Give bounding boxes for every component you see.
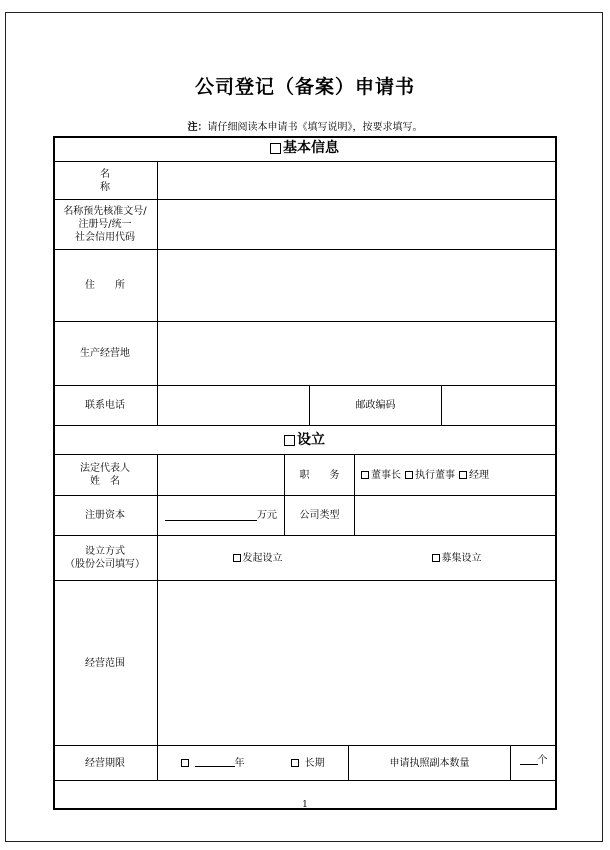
label-company-type bbox=[285, 496, 355, 536]
checkbox-icon[interactable] bbox=[233, 554, 241, 562]
option-label: 董事长 bbox=[371, 469, 401, 481]
checkbox-icon[interactable] bbox=[459, 471, 467, 479]
field-registered-capital[interactable] bbox=[158, 496, 285, 536]
section-title-basic-info: 基本信息 bbox=[283, 140, 339, 156]
application-form bbox=[53, 136, 557, 811]
label-text: 邮政编码 bbox=[355, 400, 396, 411]
label-line: 设立方式 bbox=[85, 546, 125, 557]
checkbox-icon[interactable] bbox=[361, 471, 369, 479]
label-address bbox=[53, 250, 158, 322]
field-name-approval[interactable] bbox=[158, 200, 557, 250]
label-line: 注册号/统一 bbox=[78, 219, 132, 230]
label-text: 生产经营地 bbox=[80, 348, 130, 359]
copies-unit: 个 bbox=[537, 755, 548, 766]
option-offering[interactable] bbox=[432, 552, 482, 565]
option-fixed-term[interactable] bbox=[181, 756, 244, 770]
field-business-scope[interactable] bbox=[158, 581, 557, 746]
label-text: 经营期限 bbox=[85, 757, 125, 769]
option-executive-director[interactable] bbox=[405, 469, 455, 482]
label-text: 公司类型 bbox=[299, 510, 340, 521]
field-phone[interactable] bbox=[158, 386, 310, 426]
capital-unit: 万元 bbox=[257, 510, 277, 521]
label-establishment-method bbox=[53, 536, 158, 581]
section-header-establishment bbox=[53, 426, 557, 455]
option-label: 发起设立 bbox=[242, 552, 283, 564]
page-number: 1 bbox=[302, 800, 308, 810]
label-line: （股份公司填写） bbox=[65, 559, 145, 570]
document-title: 公司登记（备案）申请书 bbox=[194, 76, 415, 98]
establishment-method-options bbox=[158, 536, 557, 581]
checkbox-icon[interactable] bbox=[284, 435, 295, 446]
field-company-type[interactable] bbox=[355, 496, 557, 536]
label-position bbox=[285, 455, 355, 496]
label-license-copies bbox=[349, 746, 511, 781]
label-line: 社会信用代码 bbox=[75, 232, 135, 243]
label-line: 姓 名 bbox=[90, 476, 120, 487]
label-business-scope bbox=[53, 581, 158, 746]
label-phone bbox=[53, 386, 158, 426]
label-text: 申请执照副本数量 bbox=[389, 757, 470, 769]
option-long-term[interactable] bbox=[291, 757, 324, 770]
field-company-name[interactable] bbox=[158, 162, 557, 200]
field-production-site[interactable] bbox=[158, 322, 557, 386]
option-label: 经理 bbox=[469, 469, 489, 481]
label-name-approval bbox=[53, 200, 158, 250]
field-postal-code[interactable] bbox=[442, 386, 557, 426]
note-text: 请仔细阅读本申请书《填写说明》，按要求填写。 bbox=[207, 122, 423, 133]
checkbox-icon[interactable] bbox=[291, 759, 299, 767]
label-text: 经营范围 bbox=[85, 657, 125, 669]
position-options bbox=[355, 455, 557, 496]
option-manager[interactable] bbox=[459, 469, 489, 482]
label-registered-capital bbox=[53, 496, 158, 536]
label-company-name bbox=[53, 162, 184, 200]
note-prefix: 注： bbox=[187, 122, 208, 133]
label-line: 法定代表人 bbox=[80, 463, 130, 474]
checkbox-icon[interactable] bbox=[405, 471, 413, 479]
checkbox-icon[interactable] bbox=[181, 759, 189, 767]
label-legal-rep bbox=[53, 455, 158, 496]
label-line: 名称预先核准文号/ bbox=[63, 206, 147, 217]
instruction-note bbox=[0, 118, 610, 133]
business-term-options bbox=[158, 746, 349, 781]
field-address[interactable] bbox=[158, 250, 557, 322]
copies-input-line[interactable] bbox=[520, 754, 538, 765]
capital-input-line[interactable] bbox=[165, 510, 257, 521]
label-production-site bbox=[53, 322, 158, 386]
label-text: 注册资本 bbox=[85, 510, 125, 521]
label-text: 住 所 bbox=[85, 280, 125, 291]
option-label: 长期 bbox=[304, 757, 325, 769]
checkbox-icon[interactable] bbox=[432, 554, 440, 562]
label-text: 联系电话 bbox=[85, 400, 125, 411]
option-label: 执行董事 bbox=[415, 469, 455, 481]
label-postal-code bbox=[310, 386, 442, 426]
term-year-unit: 年 bbox=[234, 758, 245, 769]
term-years-input-line[interactable] bbox=[195, 756, 235, 767]
label-text: 职 务 bbox=[299, 469, 340, 481]
section-header-basic-info bbox=[53, 136, 557, 162]
option-chairman[interactable] bbox=[361, 469, 401, 482]
option-promotion[interactable] bbox=[233, 552, 283, 565]
checkbox-icon[interactable] bbox=[270, 143, 281, 154]
option-label: 募集设立 bbox=[441, 552, 482, 564]
field-license-copies[interactable] bbox=[511, 746, 557, 781]
section-title-establishment: 设立 bbox=[297, 431, 325, 448]
field-legal-rep[interactable] bbox=[158, 455, 285, 496]
label-business-term bbox=[53, 746, 158, 781]
label-text: 名 称 bbox=[100, 168, 184, 193]
